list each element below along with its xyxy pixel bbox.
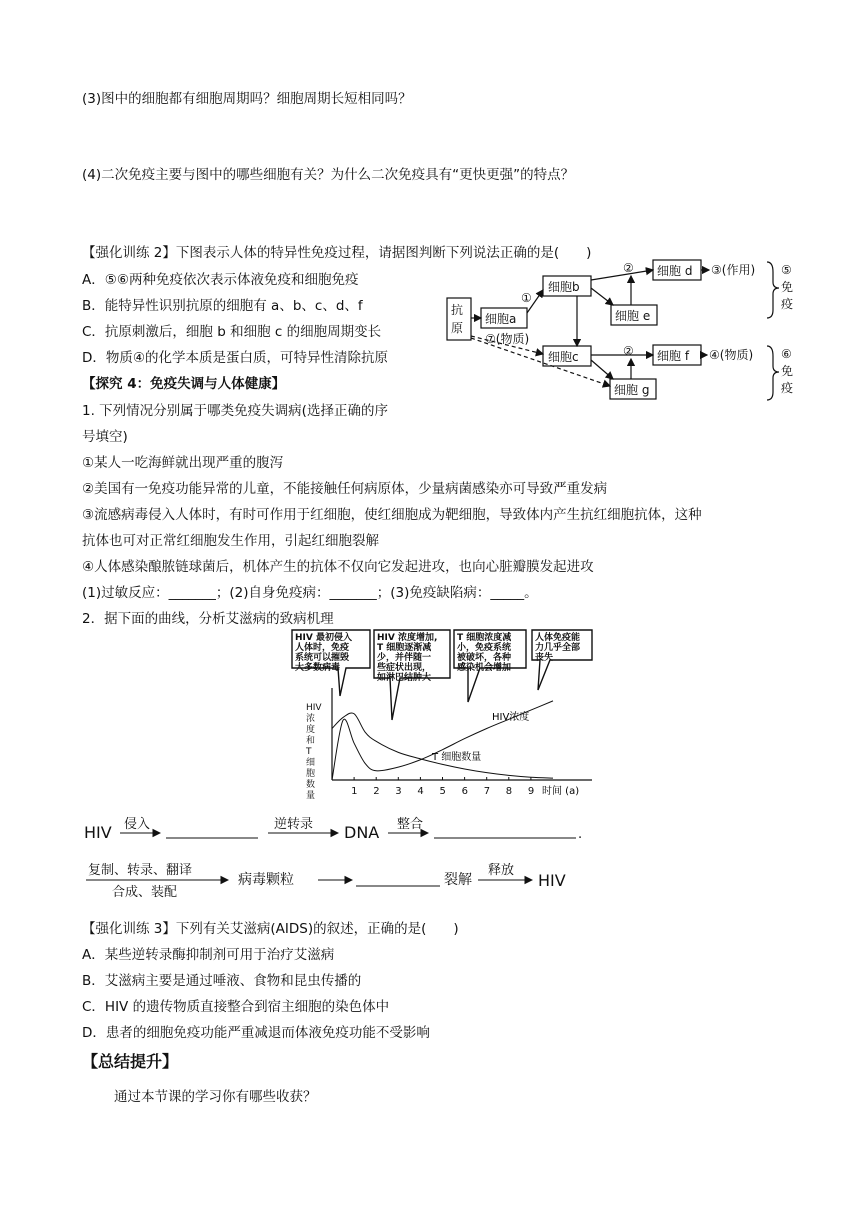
flow-lysis: 裂解: [444, 872, 472, 888]
callout-text-line: 感染机会增加: [457, 663, 512, 673]
callout-text-line: 少，并伴随一: [377, 653, 432, 663]
flow-hiv-start: HIV: [84, 823, 112, 842]
callout-text-line: 力几乎全部: [535, 643, 581, 653]
option-3d: D．患者的细胞免疫功能严重减退而体液免疫功能不受影响: [82, 1025, 430, 1041]
y-label-char: 细: [306, 758, 316, 768]
item-3a: ③流感病毒侵入人体时，有时可作用于红细胞，使红细胞成为靶细胞，导致体内产生抗红细胞抗体，这种: [82, 507, 702, 523]
callout-text-line: 小，免疫系统: [457, 643, 512, 653]
y-label-char: T: [306, 747, 312, 757]
explore-4-intro-1: 1. 下列情况分别属于哪类免疫失调病(选择正确的序: [82, 403, 388, 419]
y-label-char: 和: [306, 736, 316, 746]
callout-text-line: 被破坏，各种: [457, 653, 512, 663]
flow-hiv-end: HIV: [538, 871, 566, 890]
option-d: D．物质④的化学本质是蛋白质，可特异性清除抗原: [82, 350, 388, 366]
callout-text-line: 人体时，免疫: [295, 643, 350, 653]
marker-1: ①: [521, 291, 532, 305]
x-tick-label: 6: [461, 786, 468, 797]
y-label-char: HIV: [306, 703, 322, 713]
option-3a: A．某些逆转录酶抑制剂可用于治疗艾滋病: [82, 947, 335, 963]
hiv-series-label: HIV浓度: [492, 712, 530, 723]
cell-d-label: 细胞 d: [657, 264, 693, 278]
x-tick-label: 5: [439, 786, 446, 797]
hiv-chart: [295, 628, 600, 801]
option-b: B．能特异性识别抗原的细胞有 a、b、c、d、f: [82, 298, 363, 314]
summary-title: 【总结提升】: [82, 1052, 179, 1071]
y-label-char: 度: [306, 725, 316, 735]
cell-f-label: 细胞 f: [657, 349, 690, 363]
cell-c-label: 细胞c: [548, 350, 579, 364]
callout-text-line: 人体免疫能: [535, 633, 581, 643]
explore-4-title: 【探究 4：免疫失调与人体健康】: [82, 376, 286, 392]
cell-g-label: 细胞 g: [614, 383, 650, 397]
label-mian-2: 免: [781, 364, 794, 378]
x-tick-label: 4: [417, 786, 424, 797]
flow-reverse-transcription: 逆转录: [274, 817, 314, 832]
label-mian-1: 免: [781, 280, 794, 294]
x-tick-label: 1: [351, 786, 358, 797]
callout-text-line: 大多数病毒: [295, 663, 341, 673]
training-3-title: 【强化训练 3】下列有关艾滋病(AIDS)的叙述，正确的是( ): [82, 921, 459, 937]
t-series-label: T 细胞数量: [432, 752, 482, 763]
flow-release: 释放: [488, 863, 515, 878]
label-yi-2: 疫: [781, 381, 794, 395]
fill-in-blanks: (1)过敏反应：_______；(2)自身免疫病：_______；(3)免疫缺陷病：_____。: [82, 585, 538, 601]
x-tick-label: 7: [483, 786, 491, 797]
marker-2-bottom: ②: [623, 344, 634, 358]
x-tick-label: 2: [373, 786, 380, 797]
explore-4-intro-2: 号填空): [82, 429, 128, 445]
item-1: ①某人一吃海鲜就出现严重的腹泻: [82, 455, 284, 471]
marker-5: ⑤: [781, 263, 792, 277]
callout-text-line: HIV 最初侵入: [295, 633, 352, 643]
antigen-label-1: 抗: [451, 303, 464, 317]
cell-b-label: 细胞b: [548, 280, 580, 294]
training-2-title: 【强化训练 2】下图表示人体的特异性免疫过程，请据图判断下列说法正确的是( ): [82, 245, 592, 261]
flow-dot: .: [578, 827, 583, 842]
option-c: C．抗原刺激后，细胞 b 和细胞 c 的细胞周期变长: [82, 324, 382, 340]
flow-replicate-label: 复制、转录、翻译: [88, 863, 193, 878]
y-label-char: 数: [306, 780, 316, 790]
x-tick-label: 8: [505, 786, 513, 797]
marker-2-top: ②: [623, 261, 634, 275]
marker-6: ⑥: [781, 347, 792, 361]
immune-process-diagram: [445, 258, 795, 406]
callout-text-line: 些症状出现，: [377, 663, 432, 673]
marker-7: ⑦(物质): [485, 332, 530, 346]
y-axis-label: [305, 703, 322, 801]
question-3: (3)图中的细胞都有细胞周期吗？细胞周期长短相同吗？: [82, 91, 412, 107]
item-4: ④人体感染酿脓链球菌后，机体产生的抗体不仅向它发起进攻，也向心脏瓣膜发起进攻: [82, 559, 594, 575]
marker-4: ④(物质): [709, 348, 754, 362]
item-3b: 抗体也可对正常红细胞发生作用，引起红细胞裂解: [82, 533, 379, 549]
x-tick-label: 9: [527, 786, 535, 797]
callout-text-line: HIV 浓度增加,: [377, 633, 438, 643]
flow-virion: 病毒颗粒: [238, 872, 294, 888]
callout-text-line: 如淋巴结肿大: [377, 673, 432, 683]
option-a: A．⑤⑥两种免疫依次表示体液免疫和细胞免疫: [82, 272, 359, 288]
question-2: 2．据下面的曲线，分析艾滋病的致病机理: [82, 611, 334, 627]
flow-invade: 侵入: [124, 817, 151, 832]
option-3b: B．艾滋病主要是通过唾液、食物和昆虫传播的: [82, 973, 362, 989]
flow-assemble-label: 合成、装配: [112, 885, 178, 900]
callout-text-line: T 细胞逐渐减: [377, 643, 432, 653]
summary-text: 通过本节课的学习你有哪些收获？: [114, 1089, 317, 1105]
item-2: ②美国有一免疫功能异常的儿童，不能接触任何病原体，少量病菌感染亦可导致严重发病: [82, 481, 608, 497]
cell-e-label: 细胞 e: [615, 309, 651, 323]
y-label-char: 量: [306, 791, 316, 801]
cell-a-label: 细胞a: [485, 312, 517, 326]
marker-3: ③(作用): [711, 263, 756, 277]
flow-dna: DNA: [344, 823, 380, 842]
y-label-char: 浓: [306, 714, 316, 724]
y-label-char: 胞: [306, 769, 316, 779]
hiv-flow-diagram: [82, 808, 602, 898]
option-3c: C．HIV 的遗传物质直接整合到宿主细胞的染色体中: [82, 999, 390, 1015]
x-axis-label: 时间 (a): [542, 786, 580, 797]
callout-text-line: T 细胞浓度减: [457, 633, 512, 643]
callout-text-line: 丧失: [535, 653, 554, 663]
label-yi-1: 疫: [781, 297, 794, 311]
callout-text-line: 系统可以摧毁: [295, 653, 350, 663]
antigen-label-2: 原: [451, 321, 464, 335]
flow-integrate: 整合: [397, 817, 424, 832]
x-tick-label: 3: [395, 786, 402, 797]
question-4: (4)二次免疫主要与图中的哪些细胞有关？为什么二次免疫具有“更快更强”的特点？: [82, 167, 575, 183]
